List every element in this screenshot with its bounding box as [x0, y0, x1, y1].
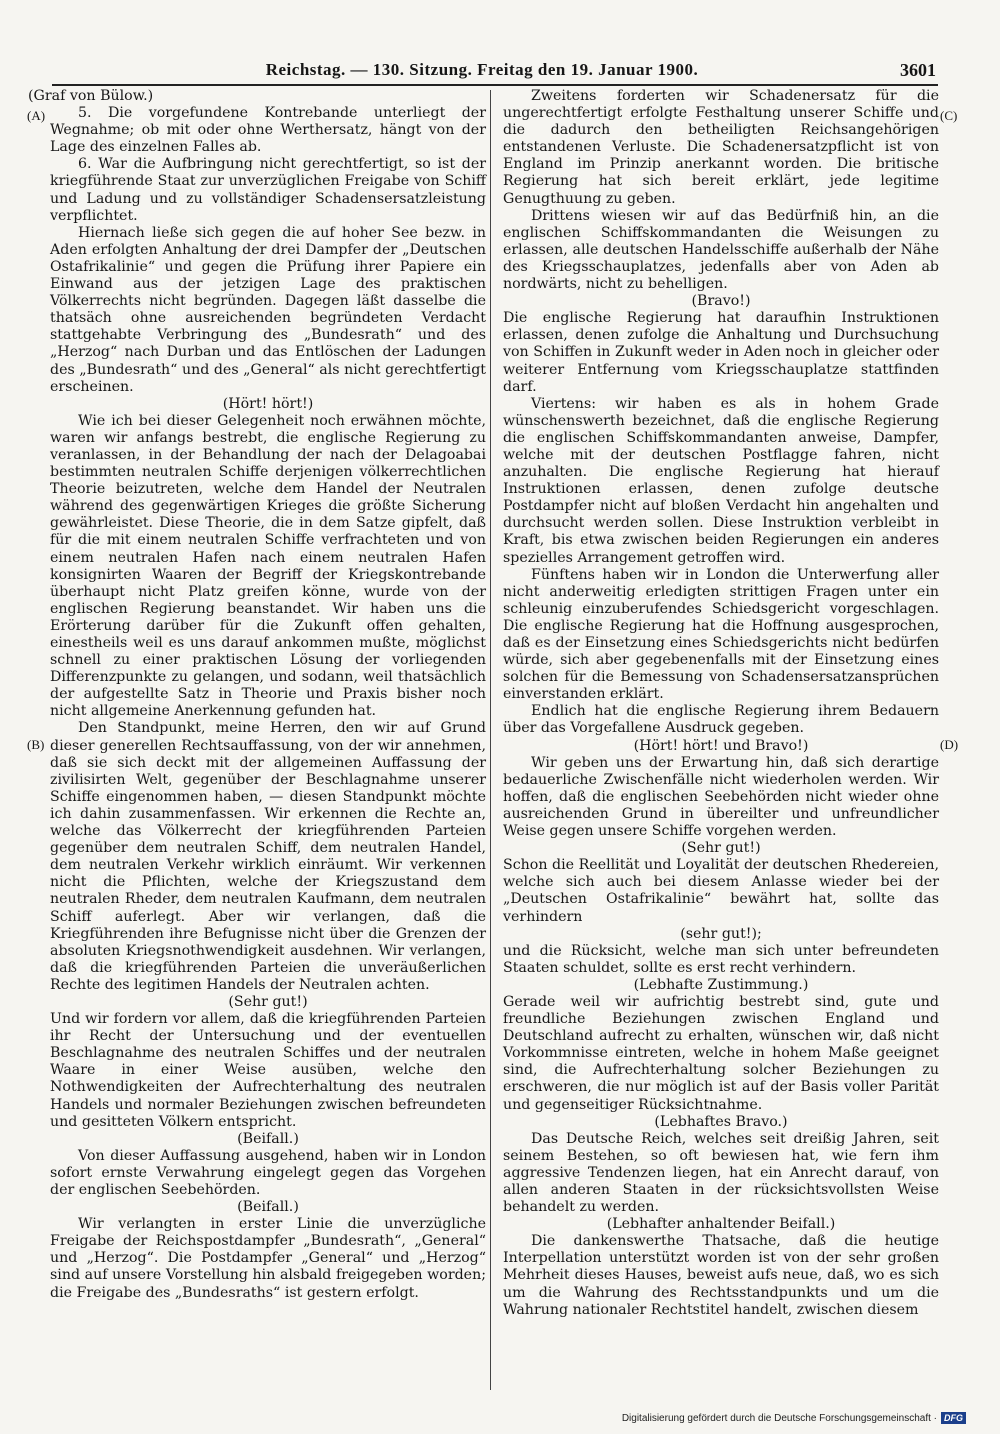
interjection: (Sehr gut!): [228, 993, 308, 1010]
header-rule: [52, 84, 938, 86]
paragraph: Wie ich bei dieser Gelegenheit noch erwähnen möchte, waren wir anfangs bestrebt, die englische Regierung zu veranlassen, in der Behandlung der nach der Delagoabai bestimmten neutralen Schiffe derjenigen völkerrechtlichen Theorie beizutreten, welche dem Handel der Neutralen während des gegenwärtigen Krieges die größte Sicherung gewährleistet. Diese Theorie, die in dem Satze gipfelt, daß für die mit einem neutralen Schiffe verfrachteten und von einem neutralen Hafen nach einem neutralen Hafen konsignirten Waaren der Begriff der Kriegskontrebande überhaupt nicht Platz greifen könne, wurde von der englischen Regierung beanstandet. Wir haben uns die Erörterung darüber für die Zukunft offen gehalten, einestheils weil es uns darauf ankommen mußte, möglichst schnell zu einer praktischen Lösung der vorliegenden Differenzpunkte zu gelangen, und sodann, weil thatsächlich der aufgestellte Satz in Theorie und Praxis bisher noch nicht allgemeine Anerkennung gefunden hat.: [50, 412, 486, 720]
margin-marker-c: (C): [940, 108, 958, 123]
left-text-column: [28, 88, 486, 1302]
paragraph: Drittens wiesen wir auf das Bedürfniß hin, an die englischen Schiffskommandanten die Weisungen zu erlassen, alle deutschen Handelsschiffe außerhalb der Nähe des Kriegsschauplatzes, jedenfalls aber von Aden ab nordwärts, nicht zu behelligen.: [503, 207, 939, 293]
paragraph: Den Standpunkt, meine Herren, den wir auf Grund dieser generellen Rechtsauffassung, von der wir annehmen, daß sie sich deckt mit der allgemeinen Auffassung der zivilisirten Welt, gegenüber der Beschlagnahme unserer Schiffe eingenommen haben, — diesen Standpunkt möchte ich dahin zusammenfassen. Wir erkennen die Rechte an, welche das Völkerrecht der kriegführenden Parteien gegenüber dem neutralen Schiff, dem neutralen Handel, dem neutralen Verkehr wirklich einräumt. Wir verkennen nicht die Pflichten, welche der Kriegszustand dem neutralen Rheder, dem neutralen Kaufmann, dem neutralen Schiff auferlegt. Aber wir verlangen, daß die Kriegführenden ihre Befugnisse nicht über die Grenzen der absoluten Kriegsnothwendigkeit ausdehnen. Wir verlangen, daß die kriegführenden Parteien die unveräußerlichen Rechte des legitimen Handels der Neutralen achten.: [50, 720, 486, 993]
interjection: (Hört! hört!): [222, 395, 314, 412]
interjection: (Lebhafter anhaltender Beifall.): [606, 1216, 836, 1233]
paragraph: Wir verlangten in erster Linie die unverzügliche Freigabe der Reichspostdampfer „Bundesrath“, „General“ und „Herzog“. Die Postdampfer „General“ und „Herzog“ sind auf unsere Vorstellung hin alsbald freigegeben worden; die Freigabe des „Bundesraths“ ist gestern erfolgt.: [50, 1216, 486, 1301]
page-header: [26, 58, 938, 86]
paragraph: 6. War die Aufbringung nicht gerechtfertigt, so ist der kriegführende Staat zur unverzüglichen Freigabe von Schiff und Ladung und zu vollständiger Schadensersatzleistung verpflichtet.: [50, 156, 486, 224]
paragraph: Das Deutsche Reich, welches seit dreißig Jahren, seit seinem Bestehen, so oft bewiesen hat, wie fern ihm aggressive Tendenzen liegen, hat ein Anrecht darauf, von allen anderen Staaten in der rücksichtsvollsten Weise behandelt zu werden.: [503, 1130, 939, 1216]
paragraph: Zweitens forderten wir Schadenersatz für die ungerechtfertigt erfolgte Festhaltung unserer Schiffe und die dadurch den betheiligten Reichsangehörigen entstandenen Verluste. Die Schadenersatzpflicht ist von England im Prinzip anerkannt worden. Die britische Regierung hat sich bereit erklärt, jede legitime Genugthuung zu geben.: [503, 88, 939, 207]
interjection: (Beifall.): [237, 1130, 299, 1147]
paragraph: Gerade weil wir aufrichtig bestrebt sind, gute und freundliche Beziehungen zwischen England und Deutschland aufrecht zu erhalten, wünschen wir, daß nicht Vorkommnisse eintreten, welche in hohem Maße geeignet sind, die Aufrechterhaltung solcher Beziehungen zu erschweren, die nur möglich ist auf der Basis voller Parität und gegenseitiger Rücksichtnahme.: [503, 993, 939, 1113]
paragraph: Fünftens haben wir in London die Unterwerfung aller nicht anderweitig erledigten strittigen Fragen unter ein schleunig einzuberufendes Schiedsgericht vorgeschlagen. Die englische Regierung hat die Hoffnung ausgesprochen, daß es der Einsetzung eines Schiedsgerichts nicht bedürfen würde, sich aber gegebenenfalls mit der Einsetzung eines solchen für die Bemessung von Schadensersatzansprüchen einverstanden erklärt.: [503, 566, 939, 703]
interjection: (Hört! hört! und Bravo!): [633, 737, 809, 754]
interjection: (sehr gut!);: [680, 925, 762, 942]
speaker-label: (Graf von Bülow.): [28, 88, 154, 104]
interjection: (Lebhaftes Bravo.): [654, 1113, 788, 1130]
header-title: Reichstag. — 130. Sitzung. Freitag den 19. Januar 1900.: [265, 60, 699, 79]
paragraph: Die englische Regierung hat daraufhin Instruktionen erlassen, denen zufolge die Anhaltung und Durchsuchung von Schiffen in Zukunft weder in Aden noch in gleicher oder weiterer Entfernung vom Kriegsschauplatze stattfinden darf.: [503, 310, 939, 395]
paragraph: Und wir fordern vor allem, daß die kriegführenden Parteien ihr Recht der Untersuchung und der eventuellen Beschlagnahme des neutralen Schiffes und der neutralen Waare in einer Weise ausüben, welche den Nothwendigkeiten der Aufrechterhaltung des neutralen Handels und normaler Beziehungen zwischen befreundeten und gesitteten Völkern entspricht.: [50, 1011, 486, 1130]
footer-credit: [622, 1412, 966, 1424]
right-text-column: [503, 88, 939, 1319]
footer-text: Digitalisierung gefördert durch die Deutsche Forschungsgemeinschaft ·: [621, 1412, 937, 1424]
dfg-logo: DFG: [941, 1412, 966, 1424]
paragraph: und die Rücksicht, welche man sich unter befreundeten Staaten schuldet, sollte es erst recht verhindern.: [503, 942, 939, 976]
interjection: (Lebhafte Zustimmung.): [633, 976, 809, 993]
interjection: (Sehr gut!): [681, 840, 761, 857]
interjection: (Beifall.): [237, 1199, 299, 1216]
paragraph: Wir geben uns der Erwartung hin, daß sich derartige bedauerliche Zwischenfälle nicht wiederholen werden. Wir hoffen, daß die englischen Seebehörden nicht wieder ohne ausreichenden Grund in übereilter und unfreundlicher Weise gegen unsere Schiffe vorgehen werden.: [503, 754, 939, 840]
paragraph: Die dankenswerthe Thatsache, daß die heutige Interpellation unterstützt worden ist von der sehr großen Mehrheit dieses Hauses, beweist aufs neue, daß, wo es sich um die Wahrung des Rechtsstandpunkts und um die Wahrung nationaler Rechtstitel handelt, zwischen diesem: [503, 1233, 939, 1318]
paragraph: Hiernach ließe sich gegen die auf hoher See bezw. in Aden erfolgten Anhaltung der drei Dampfer der „Deutschen Ostafrikalinie“ und gegen die Prüfung ihrer Papiere ein Einwand aus der jetzigen Lage des praktischen Völkerrechts nicht begründen. Dagegen läßt dasselbe die thatsäch ohne ausreichenden begründeten Verdacht stattgehabte Verbringung des „Bundesrath“ und des „Herzog“ nach Durban und das Entlöschen der Ladungen des „Bundesrath“ und des „General“ als nicht gerechtfertigt erscheinen.: [50, 224, 486, 395]
interjection: (Bravo!): [691, 293, 751, 310]
margin-marker-b: (B): [27, 737, 45, 752]
paragraph: Von dieser Auffassung ausgehend, haben wir in London sofort ernste Verwahrung eingelegt gegen das Vorgehen der englischen Seebehörden.: [50, 1147, 486, 1198]
paragraph: Viertens: wir haben es als in hohem Grade wünschenswerth bezeichnet, daß die englische Regierung die englischen Schiffskommandanten anweise, Dampfer, welche mit der deutschen Postflagge fahren, nicht anzuhalten. Die englische Regierung hat hierauf Instruktionen erlassen, denen zufolge deutsche Postdampfer nicht auf bloßen Verdacht hin angehalten und durchsucht werden sollen. Diese Instruktion verbleibt in Kraft, bis etwa zwischen beiden Regierungen ein anderes spezielles Arrangement getroffen wird.: [503, 395, 939, 566]
paragraph: 5. Die vorgefundene Kontrebande unterliegt der Wegnahme; ob mit oder ohne Werthersatz, hängt von der Lage des einzelnen Falles ab.: [50, 105, 486, 156]
paragraph: Endlich hat die englische Regierung ihrem Bedauern über das Vorgefallene Ausdruck gegeben.: [503, 703, 939, 737]
margin-marker-d: (D): [940, 737, 959, 752]
margin-marker-a: (A): [27, 108, 46, 123]
page-number: 3601: [900, 60, 936, 80]
paragraph: Schon die Reellität und Loyalität der deutschen Rhedereien, welche sich auch bei diesem Anlasse wieder bei der „Deutschen Ostafrikalinie“ bewährt hat, sollte das verhindern: [503, 857, 939, 925]
column-divider: [490, 90, 491, 1390]
